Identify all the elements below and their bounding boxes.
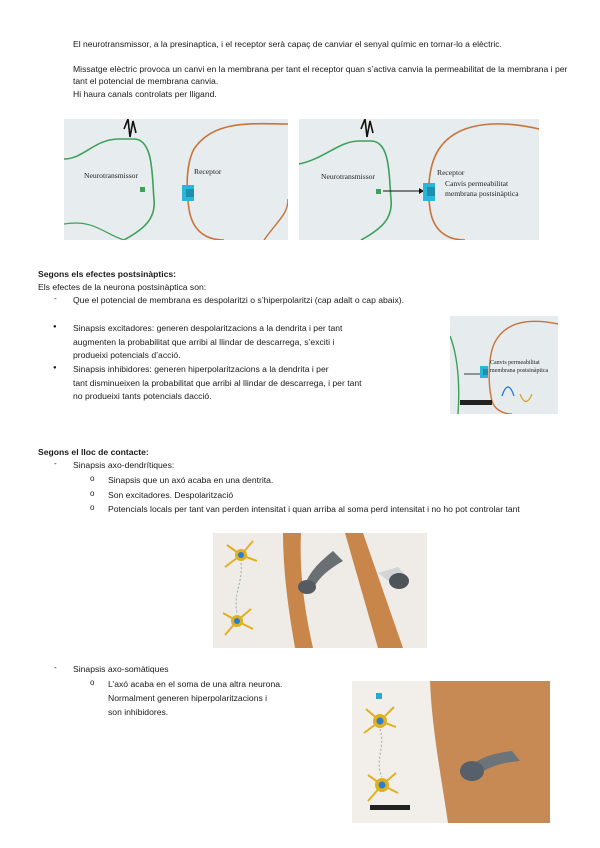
label-canvis-permeabilitat-small: Canvis permeabilitat (490, 360, 540, 366)
axo-dendritic-item-2: Son excitadores. Despolarització (108, 490, 234, 500)
circle-marker-2: o (90, 489, 95, 498)
bullet-inhibidores-line-1: Sinapsis inhibidores: generen hiperpolaritzacions a la dendrita i per (73, 364, 329, 374)
bullet-inhibidores-line-2: tant disminueixen la probabilitat que arribi al llindar de descarrega, i per tant (73, 378, 362, 388)
label-neurotransmissor-left: Neurotransmissor (84, 171, 138, 180)
axo-somatic-item-line-1: L’axó acaba en el soma de una altra neurona. (108, 679, 283, 689)
heading-lloc-contacte: Segons el lloc de contacte: (38, 447, 149, 457)
heading-efectes-postsinaptics: Segons els efectes postsinàptics: (38, 269, 177, 279)
axo-dendritic-drawing (213, 533, 427, 648)
label-receptor-right: Receptor (437, 168, 465, 177)
label-membrana-postsinaptica-small: membrana postsinàptica (490, 368, 549, 374)
bullet-inhibidores-line-3: no produeixi tants potencials dacció. (73, 391, 212, 401)
axo-somatic-item-line-2: Normalment generen hiperpolaritzacions i (108, 693, 268, 703)
label-canvis-permeabilitat: Canvis permeabilitat (445, 179, 509, 188)
circle-marker-1: o (90, 474, 95, 483)
bullet-excitadores-line-2: augmenten la probabilitat que arribi al llindar de descarrega, s’exciti i (73, 337, 335, 347)
efectes-dash-item: Que el potencial de membrana es despolaritzi o s’hiperpolaritzi (cap adalt o cap abaix). (73, 295, 405, 305)
intro-paragraph-1: El neurotransmissor, a la presinaptica, i el receptor serà capaç de canviar el senyal químic en tornar-lo a elèctric. (73, 39, 502, 49)
bullet-excitadores-line-3: produeixi potencials d’acció. (73, 350, 181, 360)
axo-dendritic-item-1: Sinapsis que un axó acaba en una dentrita. (108, 475, 274, 485)
bullet-marker-2: ● (53, 365, 57, 371)
axo-dendritic-photo (213, 533, 427, 648)
dash-marker: - (54, 294, 57, 303)
synapse-photo-left (64, 119, 288, 240)
synapse-photo-effects (450, 316, 558, 414)
dash-marker-axo-dendritic: - (54, 459, 57, 468)
bullet-excitadores-line-1: Sinapsis excitadores: generen despolaritzacions a la dendrita i per tant (73, 323, 343, 333)
label-membrana-postsinaptica: membrana postsinàptica (445, 189, 519, 198)
axo-somatic-photo (352, 681, 550, 823)
efectes-intro: Els efectes de la neurona postsinàptica son: (38, 282, 207, 292)
dash-marker-axo-somatic: - (54, 663, 57, 672)
intro-paragraph-3: Hi haura canals controlats per lligand. (73, 89, 217, 99)
axo-dendritic-title: Sinapsis axo-dendrítiques: (73, 460, 175, 470)
circle-marker-4: o (90, 678, 95, 687)
circle-marker-3: o (90, 503, 95, 512)
bullet-marker-1: ● (53, 324, 57, 330)
synapse-photo-right (299, 119, 539, 240)
axo-somatic-drawing (352, 681, 550, 823)
axo-somatic-title: Sinapsis axo-somàtiques (73, 664, 169, 674)
intro-paragraph-2: Missatge elèctric provoca un canvi en la membrana per tant el receptor quan s’activa canvia la permeabilitat de la membrana i per tant el potencial de membrana canvia. (73, 64, 568, 87)
label-neurotransmissor-right: Neurotransmissor (321, 172, 375, 181)
axo-dendritic-item-3: Potencials locals per tant van perden intensitat i quan arriba al soma perd intensitat i no ho pot controlar tant (108, 504, 520, 514)
label-receptor-left: Receptor (194, 167, 222, 176)
axo-somatic-item-line-3: son inhibidores. (108, 707, 169, 717)
